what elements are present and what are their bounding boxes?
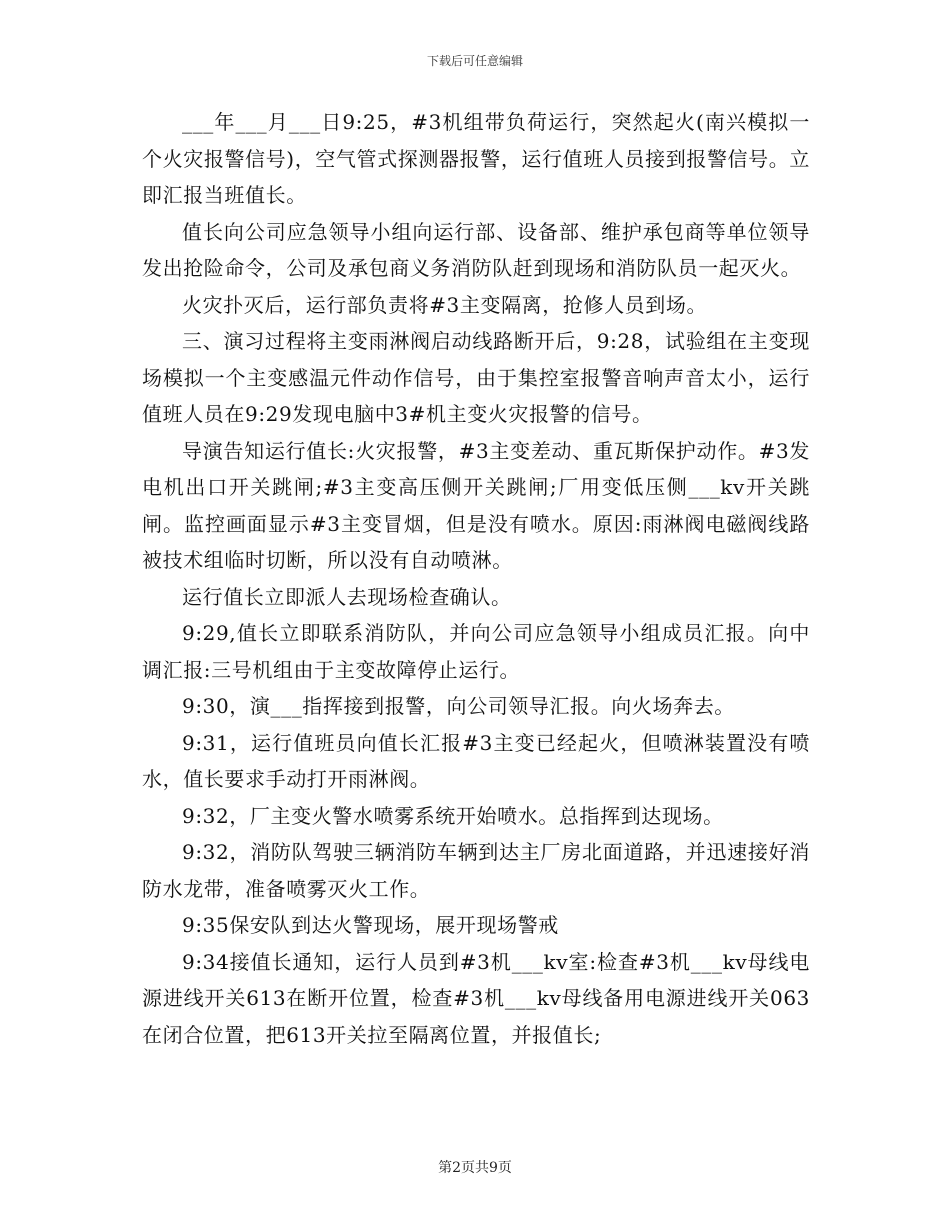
document-body <box>142 104 810 1053</box>
paragraph: ___年___月___日9:25，#3机组带负荷运行，突然起火(南兴模拟一个火灾报警信号)，空气管式探测器报警，运行值班人员接到报警信号。立即汇报当班值长。 <box>142 110 810 207</box>
paragraph: 火灾扑灭后，运行部负责将#3主变隔离，抢修人员到场。 <box>182 292 708 317</box>
page-number: 第2页共9页 <box>438 1160 512 1176</box>
paragraph: 9:29,值长立即联系消防队，并向公司应急领导小组成员汇报。向中调汇报:三号机组由于主变故障停止运行。 <box>142 621 810 682</box>
paragraph: 三、演习过程将主变雨淋阀启动线路断开后，9:28，试验组在主变现场模拟一个主变感温元件动作信号，由于集控室报警音响声音太小，运行值班人员在9:29发现电脑中3#机主变火灾报警的信号。 <box>142 329 810 426</box>
paragraph: 9:34接值长通知，运行人员到#3机___kv室:检查#3机___kv母线电源进线开关613在断开位置，检查#3机___kv母线备用电源进线开关063在闭合位置，把613开关拉至隔离位置，并报值长; <box>142 949 810 1047</box>
paragraph: 9:32，厂主变火警水喷雾系统开始喷水。总指挥到达现场。 <box>182 803 724 828</box>
paragraph: 值长向公司应急领导小组向运行部、设备部、维护承包商等单位领导发出抢险命令，公司及承包商义务消防队赶到现场和消防队员一起灭火。 <box>142 219 810 280</box>
paragraph: 9:31，运行值班员向值长汇报#3主变已经起火，但喷淋装置没有喷水，值长要求手动打开雨淋阀。 <box>142 730 810 791</box>
page-header-note: 下载后可任意编辑 <box>426 54 523 68</box>
paragraph: 导演告知运行值长:火灾报警，#3主变差动、重瓦斯保护动作。#3发电机出口开关跳闸;#3主变高压侧开关跳闸;厂用变低压侧___kv开关跳闸。监控画面显示#3主变冒烟，但是没有喷水。原因:雨淋阀电磁阀线路被技术组临时切断，所以没有自动喷淋。 <box>142 438 810 572</box>
paragraph: 9:32，消防队驾驶三辆消防车辆到达主厂房北面道路，并迅速接好消防水龙带，准备喷雾灭火工作。 <box>142 840 810 901</box>
paragraph: 9:35保安队到达火警现场，展开现场警戒 <box>182 913 559 937</box>
paragraph: 9:30，演___指挥接到报警，向公司领导汇报。向火场奔去。 <box>182 694 735 718</box>
paragraph: 运行值长立即派人去现场检查确认。 <box>182 584 512 609</box>
